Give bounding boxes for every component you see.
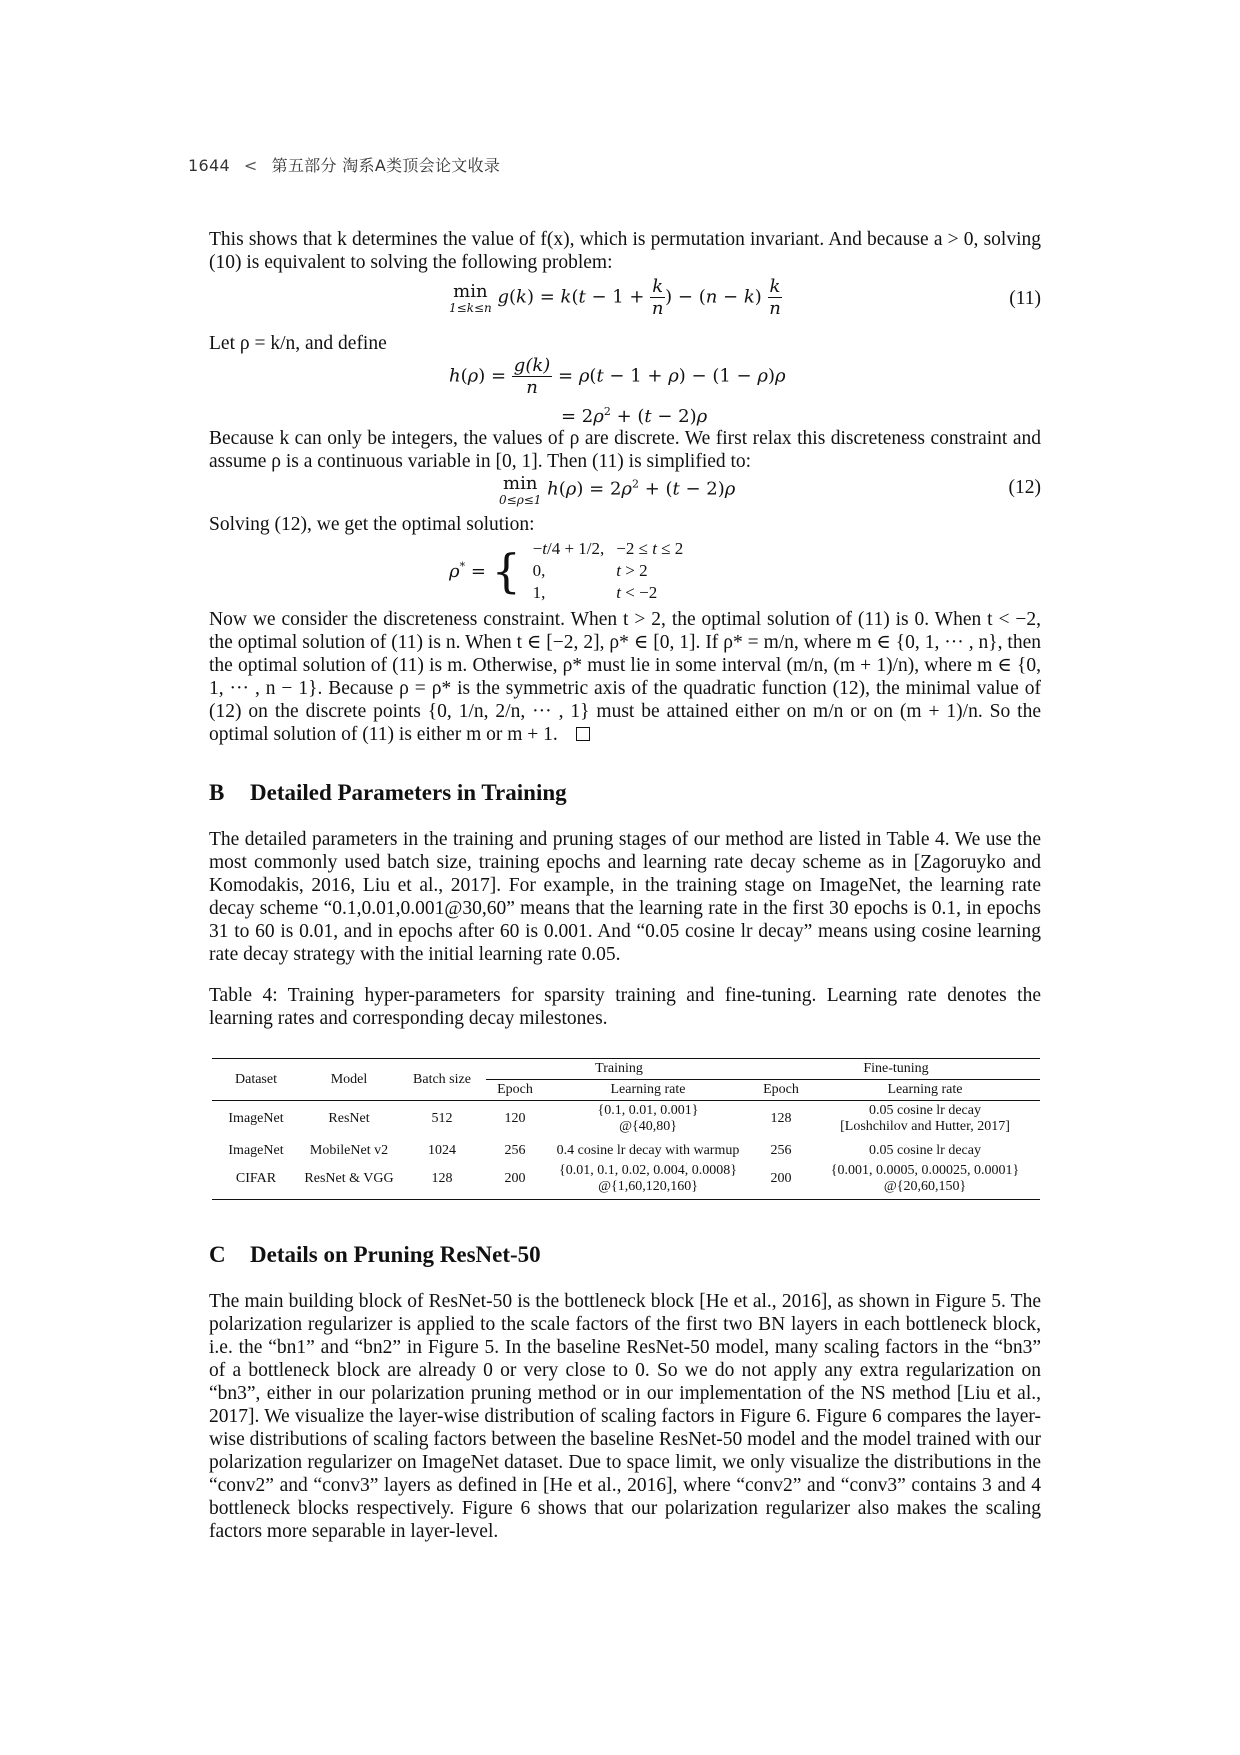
page-content xyxy=(209,228,1041,1543)
col-finetuning-lr: Learning rate xyxy=(887,1082,963,1097)
equation-11: min 1≤k≤n g(k) = k(t − 1 + $\frac{k}{n}$ ) − (n − k) $\frac{k}{n}$ (11) xyxy=(449,276,1041,319)
paragraph-permutation: This shows that k determines the value of f(x), which is permutation invariant. And because a > 0, solving (10) is equivalent to solving the following problem: xyxy=(209,229,1041,273)
table-row: ImageNet MobileNet v2 1024 256 0.4 cosine lr decay with warmup 256 0.05 cosine lr decay xyxy=(228,1143,981,1158)
equation-number-11: (11) xyxy=(1009,288,1041,309)
paragraph-solving: Solving (12), we get the optimal solution: xyxy=(209,514,535,535)
paragraph-relax: Because k can only be integers, the values of ρ are discrete. We first relax this discreteness constraint and assume ρ is a continuous variable in [0, 1]. Then (11) is simplified to: xyxy=(209,428,1041,472)
paragraph-section-c: The main building block of ResNet-50 is the bottleneck block [He et al., 2016], as shown in Figure 5. The polarization regularizer is applied to the scale factors of the first two BN layers in each bottleneck block, i.e. the “bn1” and “bn2” in Figure 5. In the baseline ResNet-50 model, many scaling factors in the “bn3” of a bottleneck block are already 0 or very close to 0. So we do not apply any extra regularization on “bn3”, either in our polarization pruning method or in our implementation of the NS method [Liu et al., 2017]. We visualize the layer-wise distribution of scaling factors in Figure 6. Figure 6 compares the layer-wise distributions of scaling factors between the baseline ResNet-50 model and the model trained with our polarization regularizer on ImageNet dataset. Due to space limit, we only visualize the distributions in the “conv2” and “conv3” layers as defined in [He et al., 2016], where “conv2” and “conv3” contains 3 and 4 bottleneck blocks respectively. Figure 6 shows that our polarization regularizer also makes the scaling factors more separable in layer-level. xyxy=(209,1291,1041,1542)
col-batch: Batch size xyxy=(413,1071,471,1087)
paragraph-define-rho: Let ρ = k/n, and define xyxy=(209,333,387,354)
table-row: CIFAR ResNet & VGG 128 200 {0.01, 0.1, 0.02, 0.004, 0.0008} @{1,60,120,160} 200 {0.001, 0.0005, 0.00025, 0.0001} @{20,60,150} xyxy=(212,1161,1040,1200)
equation-h-rho: h(ρ) = $\frac{g(k)}{n}$ = ρ(t − 1 + ρ) − (1 − ρ)ρ = $2\rho^2 + (t - 2)\rho$ xyxy=(449,355,786,427)
table-caption: Table 4: Training hyper-parameters for sparsity training and fine-tuning. Learning rate denotes the learning rates and corresponding decay milestones. xyxy=(209,985,1041,1029)
page-number: 1644 xyxy=(188,156,230,175)
header-separator: < xyxy=(243,156,258,175)
running-header xyxy=(188,153,500,176)
col-training-epoch: Epoch xyxy=(497,1082,533,1097)
section-b-heading: B Detailed Parameters in Training xyxy=(209,780,567,805)
col-finetuning: Fine-tuning xyxy=(752,1059,1040,1080)
col-finetuning-epoch: Epoch xyxy=(763,1082,799,1097)
qed-square-icon xyxy=(576,727,590,741)
col-dataset: Dataset xyxy=(235,1071,277,1087)
paragraph-section-b: The detailed parameters in the training and pruning stages of our method are listed in Table 4. We use the most commonly used batch size, training epochs and learning rate decay scheme as in [Zagoruyko and Komodakis, 2016, Liu et al., 2017]. For example, in the training stage on ImageNet, the learning rate decay scheme “0.1,0.01,0.001@30,60” means that the learning rate in the first 30 epochs is 0.1, in epochs 31 to 60 is 0.01, and in epochs after 60 is 0.001. And “0.05 cosine lr decay” means using cosine learning rate decay strategy with the initial learning rate 0.05. xyxy=(209,829,1041,965)
paragraph-discreteness: Now we consider the discreteness constraint. When t > 2, the optimal solution of (11) is 0. When t < −2, the optimal solution of (11) is n. When t ∈ [−2, 2], ρ* ∈ [0, 1]. If ρ* = m/n, where m ∈ {0, 1, ··· , n}, then the optimal solution of (11) is m. Otherwise, ρ* must lie in some interval (m/n, (m + 1)/n), where m ∈ {0, 1, ··· , n − 1}. Because ρ = ρ* is the symmetric axis of the quadratic function (12), the minimal value of (12) on the discrete points {0, 1/n, 2/n, ··· , 1} must be attained either on m/n or on (m + 1)/n. So the optimal solution of (11) is either m or m + 1. xyxy=(209,609,1041,745)
col-model: Model xyxy=(330,1071,368,1087)
col-training-lr: Learning rate xyxy=(610,1082,686,1097)
hyperparameter-table xyxy=(212,1058,1040,1200)
section-c-heading: C Details on Pruning ResNet-50 xyxy=(209,1242,541,1267)
equation-optimal-solution: ρ* = { −t/4 + 1/2, −2 ≤ t ≤ 2 0, t > 2 1, t < −2 xyxy=(449,539,684,602)
equation-12: min 0≤ρ≤1 $h(\rho) = 2\rho^2 + (t - 2)\rho$ (12) xyxy=(499,473,1041,507)
table-row: ImageNet ResNet 512 120 {0.1, 0.01, 0.001} @{40,80} 128 0.05 cosine lr decay [Loshchilov and Hutter, 2017] xyxy=(212,1101,1040,1138)
equation-number-12: (12) xyxy=(1008,477,1041,498)
header-section: 第五部分 淘系A类顶会论文收录 xyxy=(271,156,501,175)
col-training: Training xyxy=(486,1059,752,1080)
